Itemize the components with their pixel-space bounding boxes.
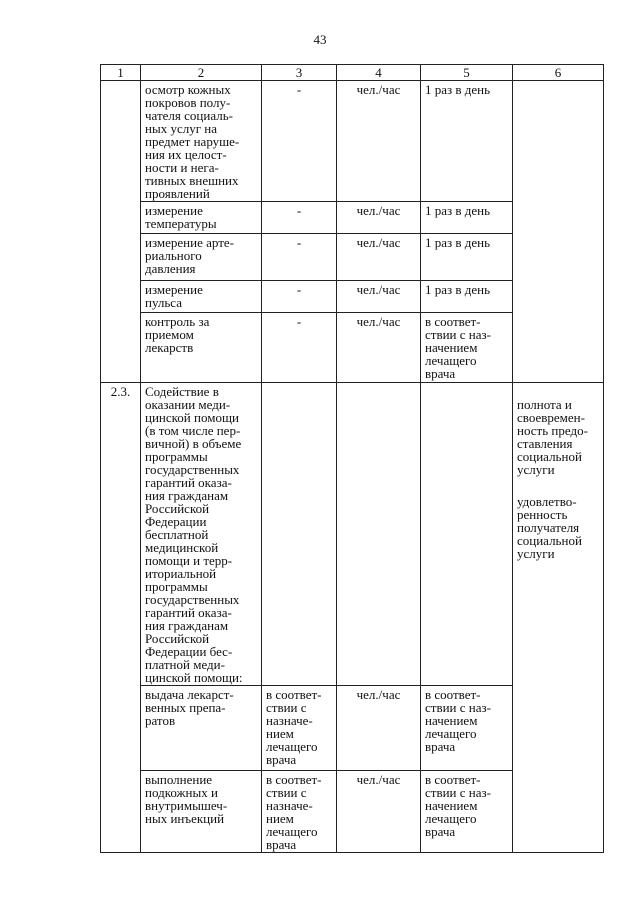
unit-cell: чел./час [337,281,421,313]
column-numbers-row [101,65,604,81]
col3-cell: - [262,234,337,281]
column-number: 6 [513,65,604,81]
empty-cell [101,81,141,383]
unit-cell: чел./час [337,234,421,281]
quality-criteria-cell [513,383,604,853]
empty-cell [421,383,513,686]
column-number: 4 [337,65,421,81]
col3-cell: - [262,81,337,202]
service-cell: выполнение подкожных и внутримышеч- ных инъекций [141,771,262,853]
services-table [100,64,604,853]
section-title: Содействие в оказании меди- цинской помощи (в том числе пер- вичной) в объеме программы государственных гарантий оказа- ния гражданам Российской Федерации бесплатной медицинской помощи и терр- иториальной программы государственных гарантий оказа- ния гражданам Российской Федерации бес- платной меди- цинской помощи: [141,383,262,686]
service-cell: осмотр кожных покровов полу- чателя социаль- ных услуг на предмет наруше- ния их целост- ности и нега- тивных внешних проявлений [141,81,262,202]
service-cell: контроль за приемом лекарств [141,313,262,383]
unit-cell: чел./час [337,686,421,771]
col3-cell: в соответ- ствии с назначе- нием лечащего врача [262,771,337,853]
section-row [101,383,604,686]
frequency-cell: 1 раз в день [421,81,513,202]
table-row [101,81,604,202]
frequency-cell: в соответ- ствии с наз- начением лечащего врача [421,313,513,383]
col3-cell: - [262,313,337,383]
column-number: 1 [101,65,141,81]
frequency-cell: 1 раз в день [421,202,513,234]
column-number: 2 [141,65,262,81]
unit-cell: чел./час [337,202,421,234]
service-cell: измерение пульса [141,281,262,313]
frequency-cell: в соответ- ствии с наз- начением лечащего врача [421,686,513,771]
page-number: 43 [313,32,327,47]
unit-cell: чел./час [337,771,421,853]
service-cell: выдача лекарст- венных препа- ратов [141,686,262,771]
empty-cell [262,383,337,686]
col3-cell: в соответ- ствии с назначе- нием лечащего врача [262,686,337,771]
frequency-cell: 1 раз в день [421,281,513,313]
column-number: 5 [421,65,513,81]
col3-cell: - [262,281,337,313]
criterion-text: полнота и своевремен- ность предо- ставления социальной услуги [517,397,588,477]
criterion-text: удовлетво- ренность получателя социальной услуги [517,494,582,561]
frequency-cell: 1 раз в день [421,234,513,281]
col3-cell: - [262,202,337,234]
frequency-cell: в соответ- ствии с наз- начением лечащего врача [421,771,513,853]
service-cell: измерение арте- риального давления [141,234,262,281]
unit-cell: чел./час [337,81,421,202]
column-number: 3 [262,65,337,81]
section-number: 2.3. [101,383,141,853]
service-cell: измерение температуры [141,202,262,234]
empty-cell [337,383,421,686]
unit-cell: чел./час [337,313,421,383]
empty-cell [513,81,604,383]
